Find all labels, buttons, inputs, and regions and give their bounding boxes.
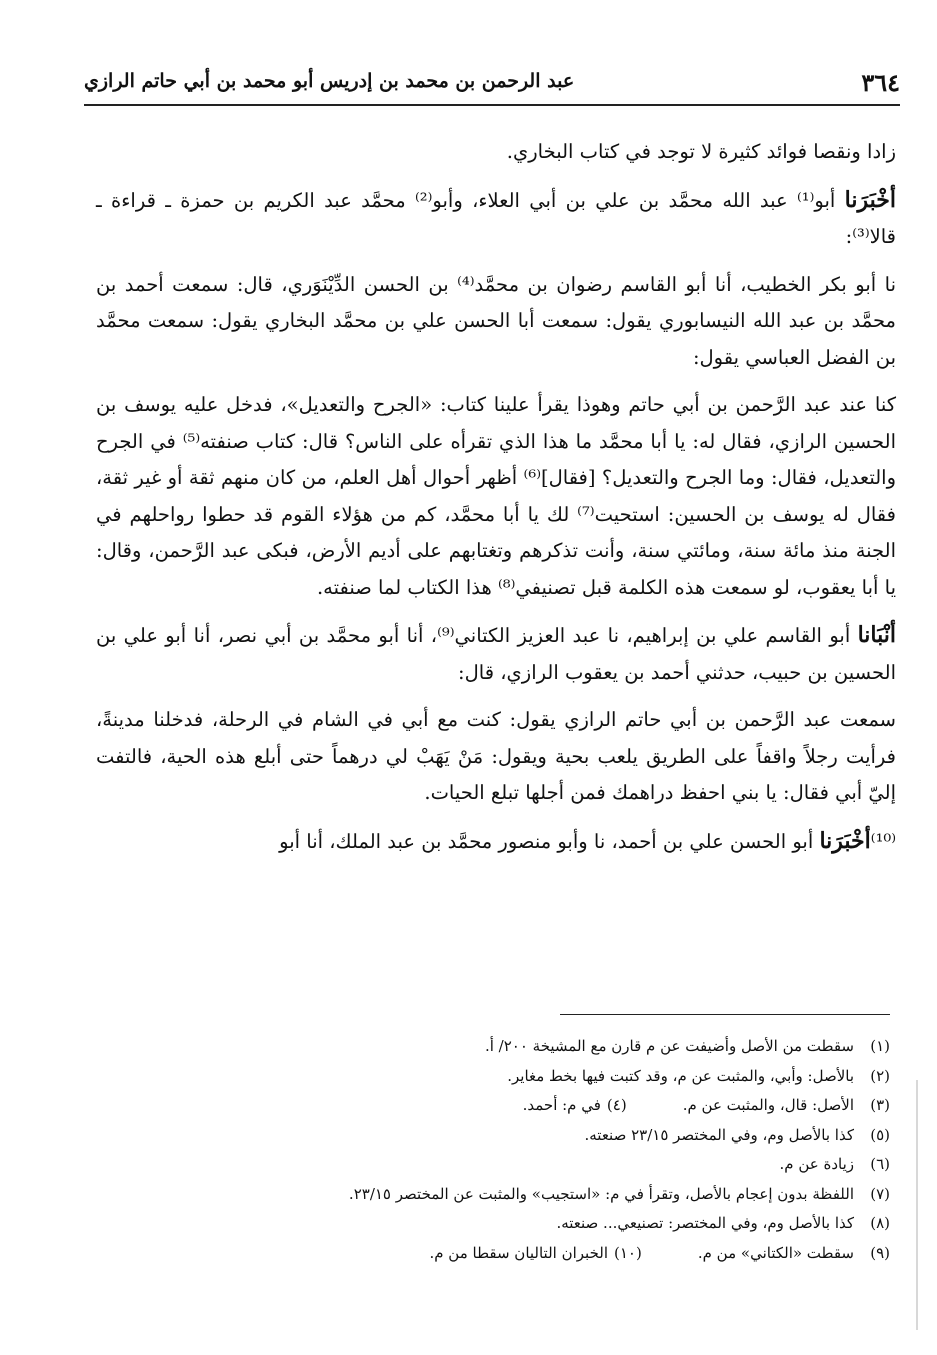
isnad-lead: أنْبَانا: [857, 622, 896, 648]
footnote-number: (٨): [870, 1214, 890, 1232]
main-text: [96, 134, 896, 871]
footnote-text: كذا بالأصل وم، وفي المختصر ٢٣/١٥ صنعته.: [584, 1125, 854, 1144]
footnote-number: (٣): [870, 1096, 890, 1114]
footnote: [90, 1180, 890, 1210]
isnad-lead: أخْبَرَنا: [844, 186, 896, 213]
footnote-number: (٧): [870, 1184, 890, 1203]
paragraph-6: سمعت عبد الرَّحمن بن أبي حاتم الرازي يقول: كنت مع أبي في الشام في الرحلة، فدخلنا مدينةً، فرأيت رجلاً واقفاً على الطريق يلعب بحية ويقول: مَنْ يَهَبْ لي درهماً حتى أبلع هذه الحية، فالتفت إليّ أبي فقال: يا بني احفظ دراهمك فمن أجلها تبلع الحيات.: [96, 708, 896, 804]
paragraph-1: زادا ونقصا فوائد كثيرة لا توجد في كتاب البخاري.: [506, 140, 896, 163]
scan-margin-line: [916, 1080, 918, 1330]
paragraph-5: [96, 617, 896, 691]
paragraph-2-text: أبو⁽¹⁾ عبد الله محمَّد بن علي بن أبي العلاء، وأبو⁽²⁾ محمَّد عبد الكريم بن حمزة ـ قراءة ـ قالا⁽³⁾:: [96, 188, 896, 248]
footnote: [90, 1239, 890, 1269]
page-header: [84, 62, 900, 106]
footnote-text: اللفظة بدون إعجام بالأصل، وتقرأ في م: «استجيب» والمثبت عن المختصر ٢٣/١٥.: [348, 1184, 854, 1203]
footnote-marker: ⁽¹⁰⁾: [870, 829, 896, 853]
header-rule: [84, 104, 900, 106]
footnote: [90, 1150, 890, 1180]
footnote: [90, 1091, 890, 1121]
paragraph-2: [96, 182, 896, 256]
footnote-number: (٩): [870, 1243, 890, 1262]
paragraph-3: نا أبو بكر الخطيب، أنا أبو القاسم رضوان بن محمَّد⁽⁴⁾ بن الحسن الدِّيْنَوَري، قال: سمعت أحمد بن محمَّد بن عبد الله النيسابوري يقول: سمعت أبا الحسن علي بن محمَّد البخاري يقول: سمعت محمَّد بن الفضل العباسي يقول:: [96, 272, 896, 369]
footnote-number: (١٠): [614, 1243, 642, 1262]
footnote-number: (٥): [870, 1125, 890, 1144]
footnote: [90, 1209, 890, 1239]
footnote: [90, 1121, 890, 1151]
footnote: [90, 1062, 890, 1092]
footnote-text: الخبران التاليان سقطا من م.: [429, 1243, 608, 1262]
footnote-text: سقطت «الكتاني» من م.: [697, 1243, 854, 1262]
footnote-number: (٢): [870, 1066, 890, 1085]
footnote-separator: [560, 1014, 890, 1015]
footnote-text: في م: أحمد.: [522, 1096, 601, 1114]
footnote-text: بالأصل: وأبي، والمثبت عن م، وقد كتبت فيها بخط مغاير.: [507, 1066, 854, 1085]
paragraph-5-text: أبو القاسم علي بن إبراهيم، نا عبد العزيز الكتاني⁽⁹⁾، أنا أبو محمَّد بن أبي نصر، أنا أبو علي بن الحسين بن حبيب، حدثني أحمد بن يعقوب الرازي، قال:: [96, 624, 896, 684]
running-title: عبد الرحمن بن محمد بن إدريس أبو محمد بن أبي حاتم الرازي: [84, 70, 575, 92]
footnote-number: (٦): [870, 1155, 890, 1173]
footnote: [90, 1032, 890, 1062]
footnote-text: زيادة عن م.: [779, 1155, 854, 1173]
footnotes: [90, 1032, 890, 1268]
paragraph-7: [96, 823, 896, 861]
paragraph-7-text: أبو الحسن علي بن أحمد، نا وأبو منصور محمَّد بن عبد الملك، أنا أبو: [279, 829, 820, 853]
footnote-number: (١): [870, 1037, 890, 1055]
isnad-lead: أخْبَرَنا: [819, 827, 871, 854]
paragraph-4: كنا عند عبد الرَّحمن بن أبي حاتم وهوذا يقرأ علينا كتاب: «الجرح والتعديل»، فدخل عليه يوسف بن الحسين الرازي، فقال له: يا أبا محمَّد ما هذا الذي تقرأه على الناس؟ قال: كتاب صنفته⁽⁵⁾ في الجرح والتعديل، فقال: وما الجرح والتعديل؟ [فقال]⁽⁶⁾ أظهر أحوال أهل العلم، من كان منهم ثقة أو غير ثقة، فقال له يوسف بن الحسين: استحيت⁽⁷⁾ لك يا أبا محمَّد، كم من هؤلاء القوم قد حطوا رواحلهم في الجنة منذ مائة سنة، ومائتي سنة، وأنت تذكرهم وتغتابهم على أديم الأرض، فبكى عبد الرَّحمن، وقال: يا أبا يعقوب، لو سمعت هذه الكلمة قبل تصنيفي⁽⁸⁾ هذا الكتاب لما صنفته.: [96, 393, 896, 599]
footnote-text: كذا بالأصل وم، وفي المختصر: تصنيعي... صنعته.: [556, 1214, 854, 1232]
footnote-number: (٤): [606, 1096, 627, 1114]
footnote-text: الأصل: قال، والمثبت عن م.: [682, 1096, 854, 1114]
footnote-text: سقطت من الأصل وأضيفت عن م قارن مع المشيخة ٢٠٠/ أ.: [484, 1037, 854, 1055]
page-number: ٣٦٤: [861, 68, 900, 97]
